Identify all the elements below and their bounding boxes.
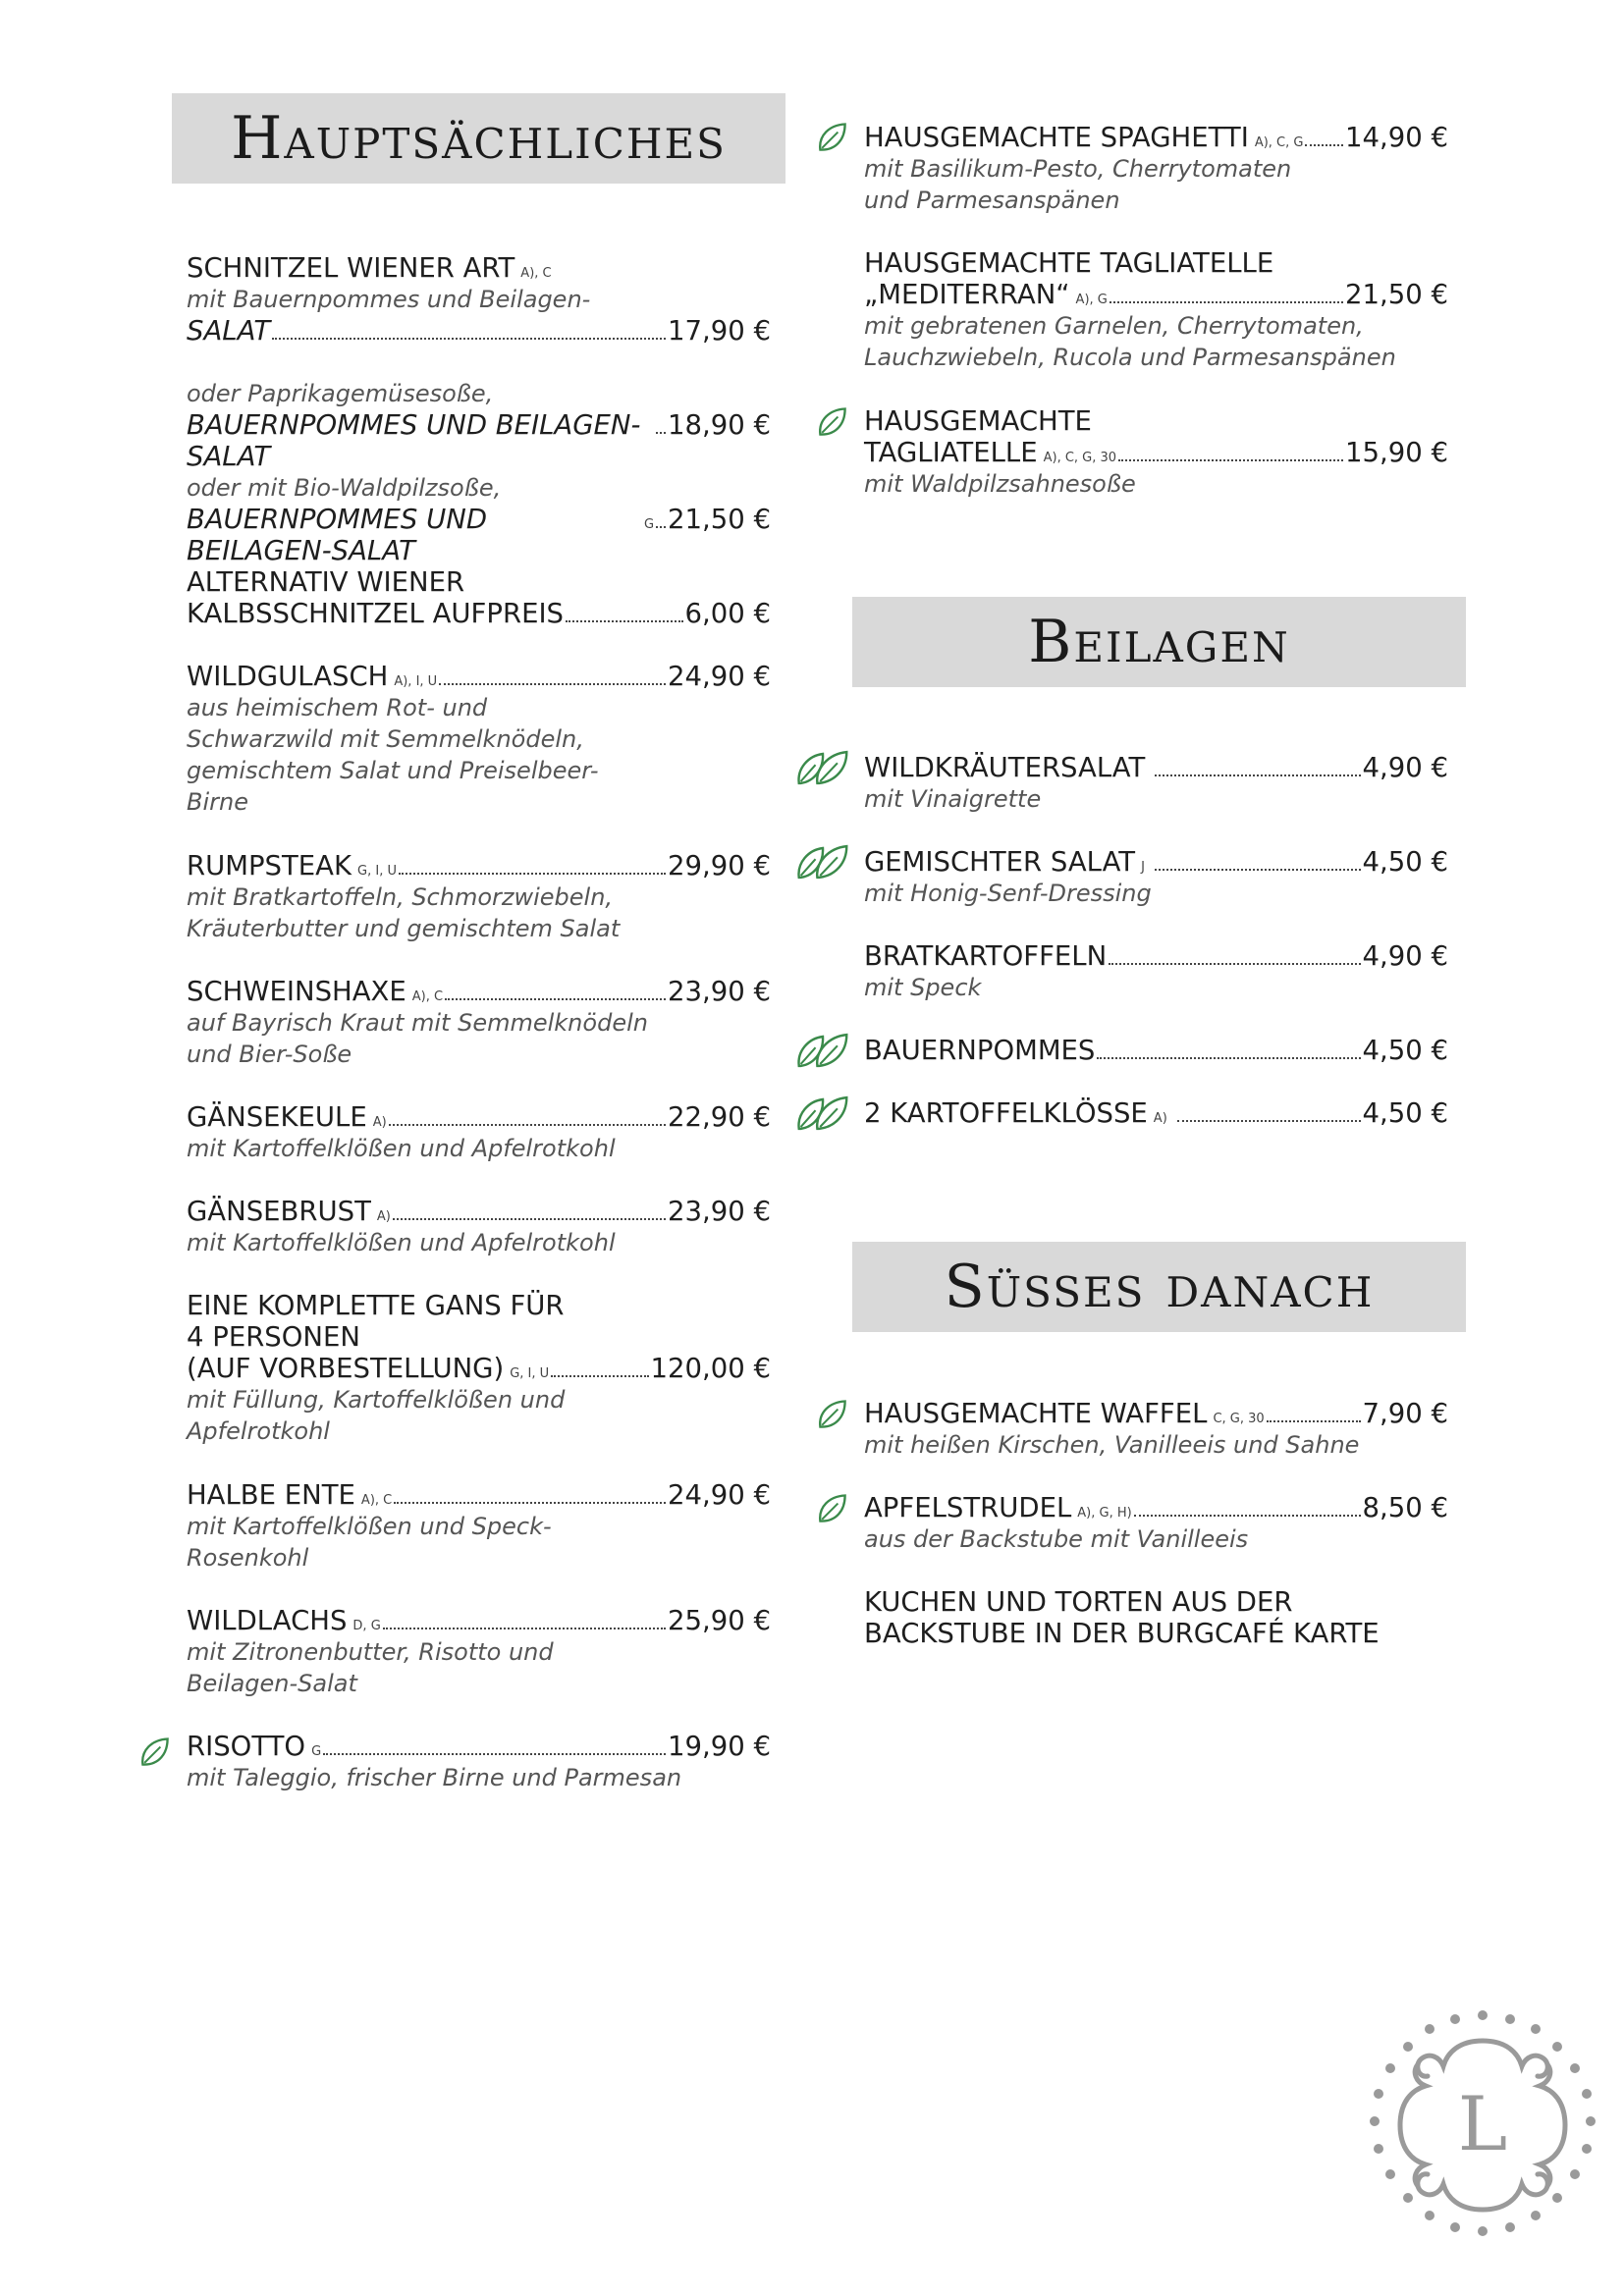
item-name: HAUSGEMACHTE SPAGHETTI [864,122,1249,153]
dot-leader [566,620,683,622]
item-description: mit Bauernpommes und Beilagen- [187,286,591,313]
dot-leader [1109,963,1360,965]
item-desc-price-line [187,409,771,472]
item-name-line: 2 KARTOFFELKLÖSSE A) 4,50 € [864,1097,1448,1129]
item-name: (AUF VORBESTELLUNG) [187,1353,505,1384]
dot-leader [656,526,666,528]
item-price: 15,90 € [1345,437,1448,468]
item-description: auf Bayrisch Kraut mit Semmelknödeln [187,1009,648,1037]
item-price: 21,50 € [668,504,771,535]
item-description: mit Honig-Senf-Dressing [864,880,1152,907]
side-item-kartoffelkloesse [864,1097,1448,1129]
item-price: 14,90 € [1345,122,1448,153]
item-description: Rosenkohl [187,1544,309,1572]
item-price: 24,90 € [668,1479,771,1511]
item-name-line: (AUF VORBESTELLUNG) G, I, U 120,00 € [187,1353,771,1384]
item-name-line [187,598,771,629]
dot-leader [389,1124,666,1126]
item-name-line: WILDLACHS D, G 25,90 € [187,1605,771,1636]
menu-item-paprika-option [187,378,771,472]
item-name: 2 KARTOFFELKLÖSSE [864,1097,1148,1129]
menu-item-schnitzel [187,252,771,347]
item-description: BAUERNPOMMES UND BEILAGEN-SALAT [187,504,487,566]
item-description: oder Paprikagemüsesoße, [187,380,494,407]
menu-item-halbe-ente [187,1479,771,1574]
item-name: ALTERNATIV WIENER [187,566,465,598]
dessert-item-kuchen-torten [864,1586,1448,1649]
menu-item-risotto [187,1731,771,1793]
item-price: 25,90 € [668,1605,771,1636]
dot-leader [1097,1057,1360,1059]
dot-leader [1305,144,1343,146]
dessert-item-waffel [864,1398,1448,1461]
item-description: Kräuterbutter und gemischtem Salat [187,915,621,942]
item-name-line: SCHNITZEL WIENER ART A), C [187,252,552,284]
menu-item-wildgulasch [187,661,771,818]
item-description: gemischtem Salat und Preiselbeer- [187,757,599,784]
menu-item-kalbsschnitzel [187,566,771,629]
item-name: GÄNSEBRUST [187,1196,371,1227]
menu-item-spaghetti [864,122,1448,216]
item-price: 4,50 € [1362,1035,1448,1066]
dot-leader [1134,1515,1361,1517]
item-description: mit Kartoffelklößen und Apfelrotkohl [187,1135,616,1162]
item-name-line: APFELSTRUDEL A), G, H) 8,50 € [864,1492,1448,1523]
section-title-main: Hauptsächliches [172,93,785,184]
item-name: „MEDITERRAN“ [864,279,1070,310]
item-name-line: SCHWEINSHAXE A), C 23,90 € [187,976,771,1007]
side-item-wildkraeutersalat [864,752,1448,815]
item-name-line [864,752,1448,783]
item-description: mit Basilikum-Pesto, Cherrytomaten [864,155,1292,183]
item-description: mit Kartoffelklößen und Speck- [187,1513,552,1540]
item-description: mit Bratkartoffeln, Schmorzwiebeln, [187,883,614,911]
side-item-bauernpommes [864,1035,1448,1066]
item-description: mit Füllung, Kartoffelklößen und [187,1386,566,1414]
vegan-double-leaf-icon [795,1094,850,1133]
item-description: Schwarzwild mit Semmelknödeln, [187,725,584,753]
item-description: SALAT [187,315,271,347]
menu-item-tagliatelle-waldpilz [864,405,1448,500]
dot-leader [394,1502,666,1504]
item-description: mit Kartoffelklößen und Apfelrotkohl [187,1229,616,1256]
side-item-gemischter-salat [864,846,1448,909]
item-description: und Bier-Soße [187,1041,352,1068]
item-price: 7,90 € [1362,1398,1448,1429]
item-name-line: „MEDITERRAN“ A), G 21,50 € [864,279,1448,310]
vegetarian-leaf-icon [815,404,850,440]
item-description: Birne [187,788,248,816]
item-name: BAUERNPOMMES [864,1035,1096,1066]
dot-leader [1118,459,1343,461]
item-name: SCHWEINSHAXE [187,976,406,1007]
item-name: 4 PERSONEN [187,1321,360,1353]
item-name: BRATKARTOFFELN [864,940,1108,972]
item-name-line: HAUSGEMACHTE WAFFEL C, G, 30 7,90 € [864,1398,1448,1429]
logo-letter: L [1457,2080,1508,2167]
restaurant-logo-emblem [1365,2007,1600,2243]
item-name: GÄNSEKEULE [187,1101,367,1133]
dot-leader [1110,301,1343,303]
item-price: 24,90 € [668,661,771,692]
menu-item-schweinshaxe [187,976,771,1070]
item-price: 4,50 € [1362,1097,1448,1129]
item-name: RISOTTO [187,1731,306,1762]
item-name-line: GÄNSEKEULE A) 22,90 € [187,1101,771,1133]
item-description: BAUERNPOMMES UND BEILAGEN-SALAT [187,409,641,472]
item-description: mit gebratenen Garnelen, Cherrytomaten, [864,312,1364,340]
menu-item-gaensebrust [187,1196,771,1258]
item-description: mit heißen Kirschen, Vanilleeis und Sahne [864,1431,1360,1459]
item-description: aus heimischem Rot- und [187,694,488,721]
item-name: RUMPSTEAK [187,850,352,881]
vegan-double-leaf-icon [795,842,850,881]
item-name: WILDKRÄUTERSALAT [864,752,1146,783]
dot-leader [1177,1120,1361,1122]
item-price: 17,90 € [668,315,771,347]
dot-leader [393,1218,666,1220]
dessert-item-apfelstrudel [864,1492,1448,1555]
dot-leader [399,873,666,875]
vegetarian-leaf-icon [815,120,850,155]
menu-item-gaensekeule [187,1101,771,1164]
item-description: und Parmesanspänen [864,187,1120,214]
side-item-bratkartoffeln [864,940,1448,1003]
item-description: mit Zitronenbutter, Risotto und [187,1638,554,1666]
item-desc-price-line: BAUERNPOMMES UND BEILAGEN-SALAT G 21,50 € [187,504,771,566]
item-description: Beilagen-Salat [187,1670,357,1697]
dot-leader [445,998,666,1000]
item-name: SCHNITZEL WIENER ART [187,252,515,284]
item-description: mit Waldpilzsahnesoße [864,470,1136,498]
item-price: 4,90 € [1362,940,1448,972]
item-name: APFELSTRUDEL [864,1492,1072,1523]
item-name: KALBSSCHNITZEL AUFPREIS [187,598,565,629]
item-price: 29,90 € [668,850,771,881]
item-name-line: HALBE ENTE A), C 24,90 € [187,1479,771,1511]
item-name: GEMISCHTER SALAT [864,846,1136,878]
item-price: 23,90 € [668,976,771,1007]
section-title-sides: Beilagen [852,597,1466,687]
item-price: 19,90 € [668,1731,771,1762]
item-desc-price-line [187,315,771,347]
item-name: HAUSGEMACHTE [864,405,1092,437]
item-name-line: RUMPSTEAK G, I, U 29,90 € [187,850,771,881]
item-description: aus der Backstube mit Vanilleeis [864,1525,1249,1553]
item-name-line: GÄNSEBRUST A) 23,90 € [187,1196,771,1227]
item-description: Apfelrotkohl [187,1417,330,1445]
dot-leader [1267,1420,1361,1422]
dot-leader [1155,869,1361,871]
item-price: 23,90 € [668,1196,771,1227]
item-price: 18,90 € [668,409,771,441]
item-name-line: GEMISCHTER SALAT J 4,50 € [864,846,1448,878]
item-name-line [864,940,1448,972]
item-price: 22,90 € [668,1101,771,1133]
menu-item-tagliatelle-mediterran [864,247,1448,373]
item-price: 8,50 € [1362,1492,1448,1523]
item-name: KUCHEN UND TORTEN AUS DER [864,1586,1293,1618]
item-name-line [864,1035,1448,1066]
dot-leader [656,432,666,434]
item-name: EINE KOMPLETTE GANS FÜR [187,1290,565,1321]
menu-item-wildlachs [187,1605,771,1699]
dot-leader [272,338,666,340]
vegetarian-leaf-icon [815,1397,850,1432]
item-description: mit Taleggio, frischer Birne und Parmesan [187,1764,682,1791]
menu-item-komplette-gans [187,1290,771,1447]
vegan-double-leaf-icon [795,748,850,787]
item-price: 4,90 € [1362,752,1448,783]
item-price: 120,00 € [650,1353,771,1384]
item-description: Lauchzwiebeln, Rucola und Parmesanspänen [864,344,1396,371]
item-name: HALBE ENTE [187,1479,355,1511]
vegetarian-leaf-icon [137,1735,173,1770]
dot-leader [551,1375,648,1377]
dot-leader [323,1753,666,1755]
section-title-dessert: Süsses danach [852,1242,1466,1332]
menu-item-rumpsteak [187,850,771,944]
item-description: mit Speck [864,974,982,1001]
dot-leader [1155,774,1360,776]
item-name-line: TAGLIATELLE A), C, G, 30 15,90 € [864,437,1448,468]
item-name: WILDGULASCH [187,661,389,692]
item-name: WILDLACHS [187,1605,348,1636]
item-name-line: WILDGULASCH A), I, U 24,90 € [187,661,771,692]
item-name: TAGLIATELLE [864,437,1038,468]
item-name-line: HAUSGEMACHTE SPAGHETTI A), C, G 14,90 € [864,122,1448,153]
vegetarian-leaf-icon [815,1491,850,1526]
dot-leader [439,683,666,685]
menu-item-waldpilz-option [187,472,771,566]
item-name: BACKSTUBE IN DER BURGCAFÉ KARTE [864,1618,1380,1649]
item-price: 4,50 € [1362,846,1448,878]
item-price: 6,00 € [684,598,771,629]
item-name: HAUSGEMACHTE TAGLIATELLE [864,247,1274,279]
item-name-line: RISOTTO G 19,90 € [187,1731,771,1762]
dot-leader [383,1628,666,1629]
item-price: 21,50 € [1345,279,1448,310]
item-name: HAUSGEMACHTE WAFFEL [864,1398,1208,1429]
item-description: mit Vinaigrette [864,785,1042,813]
vegan-double-leaf-icon [795,1031,850,1070]
item-description: oder mit Bio-Waldpilzsoße, [187,474,502,502]
